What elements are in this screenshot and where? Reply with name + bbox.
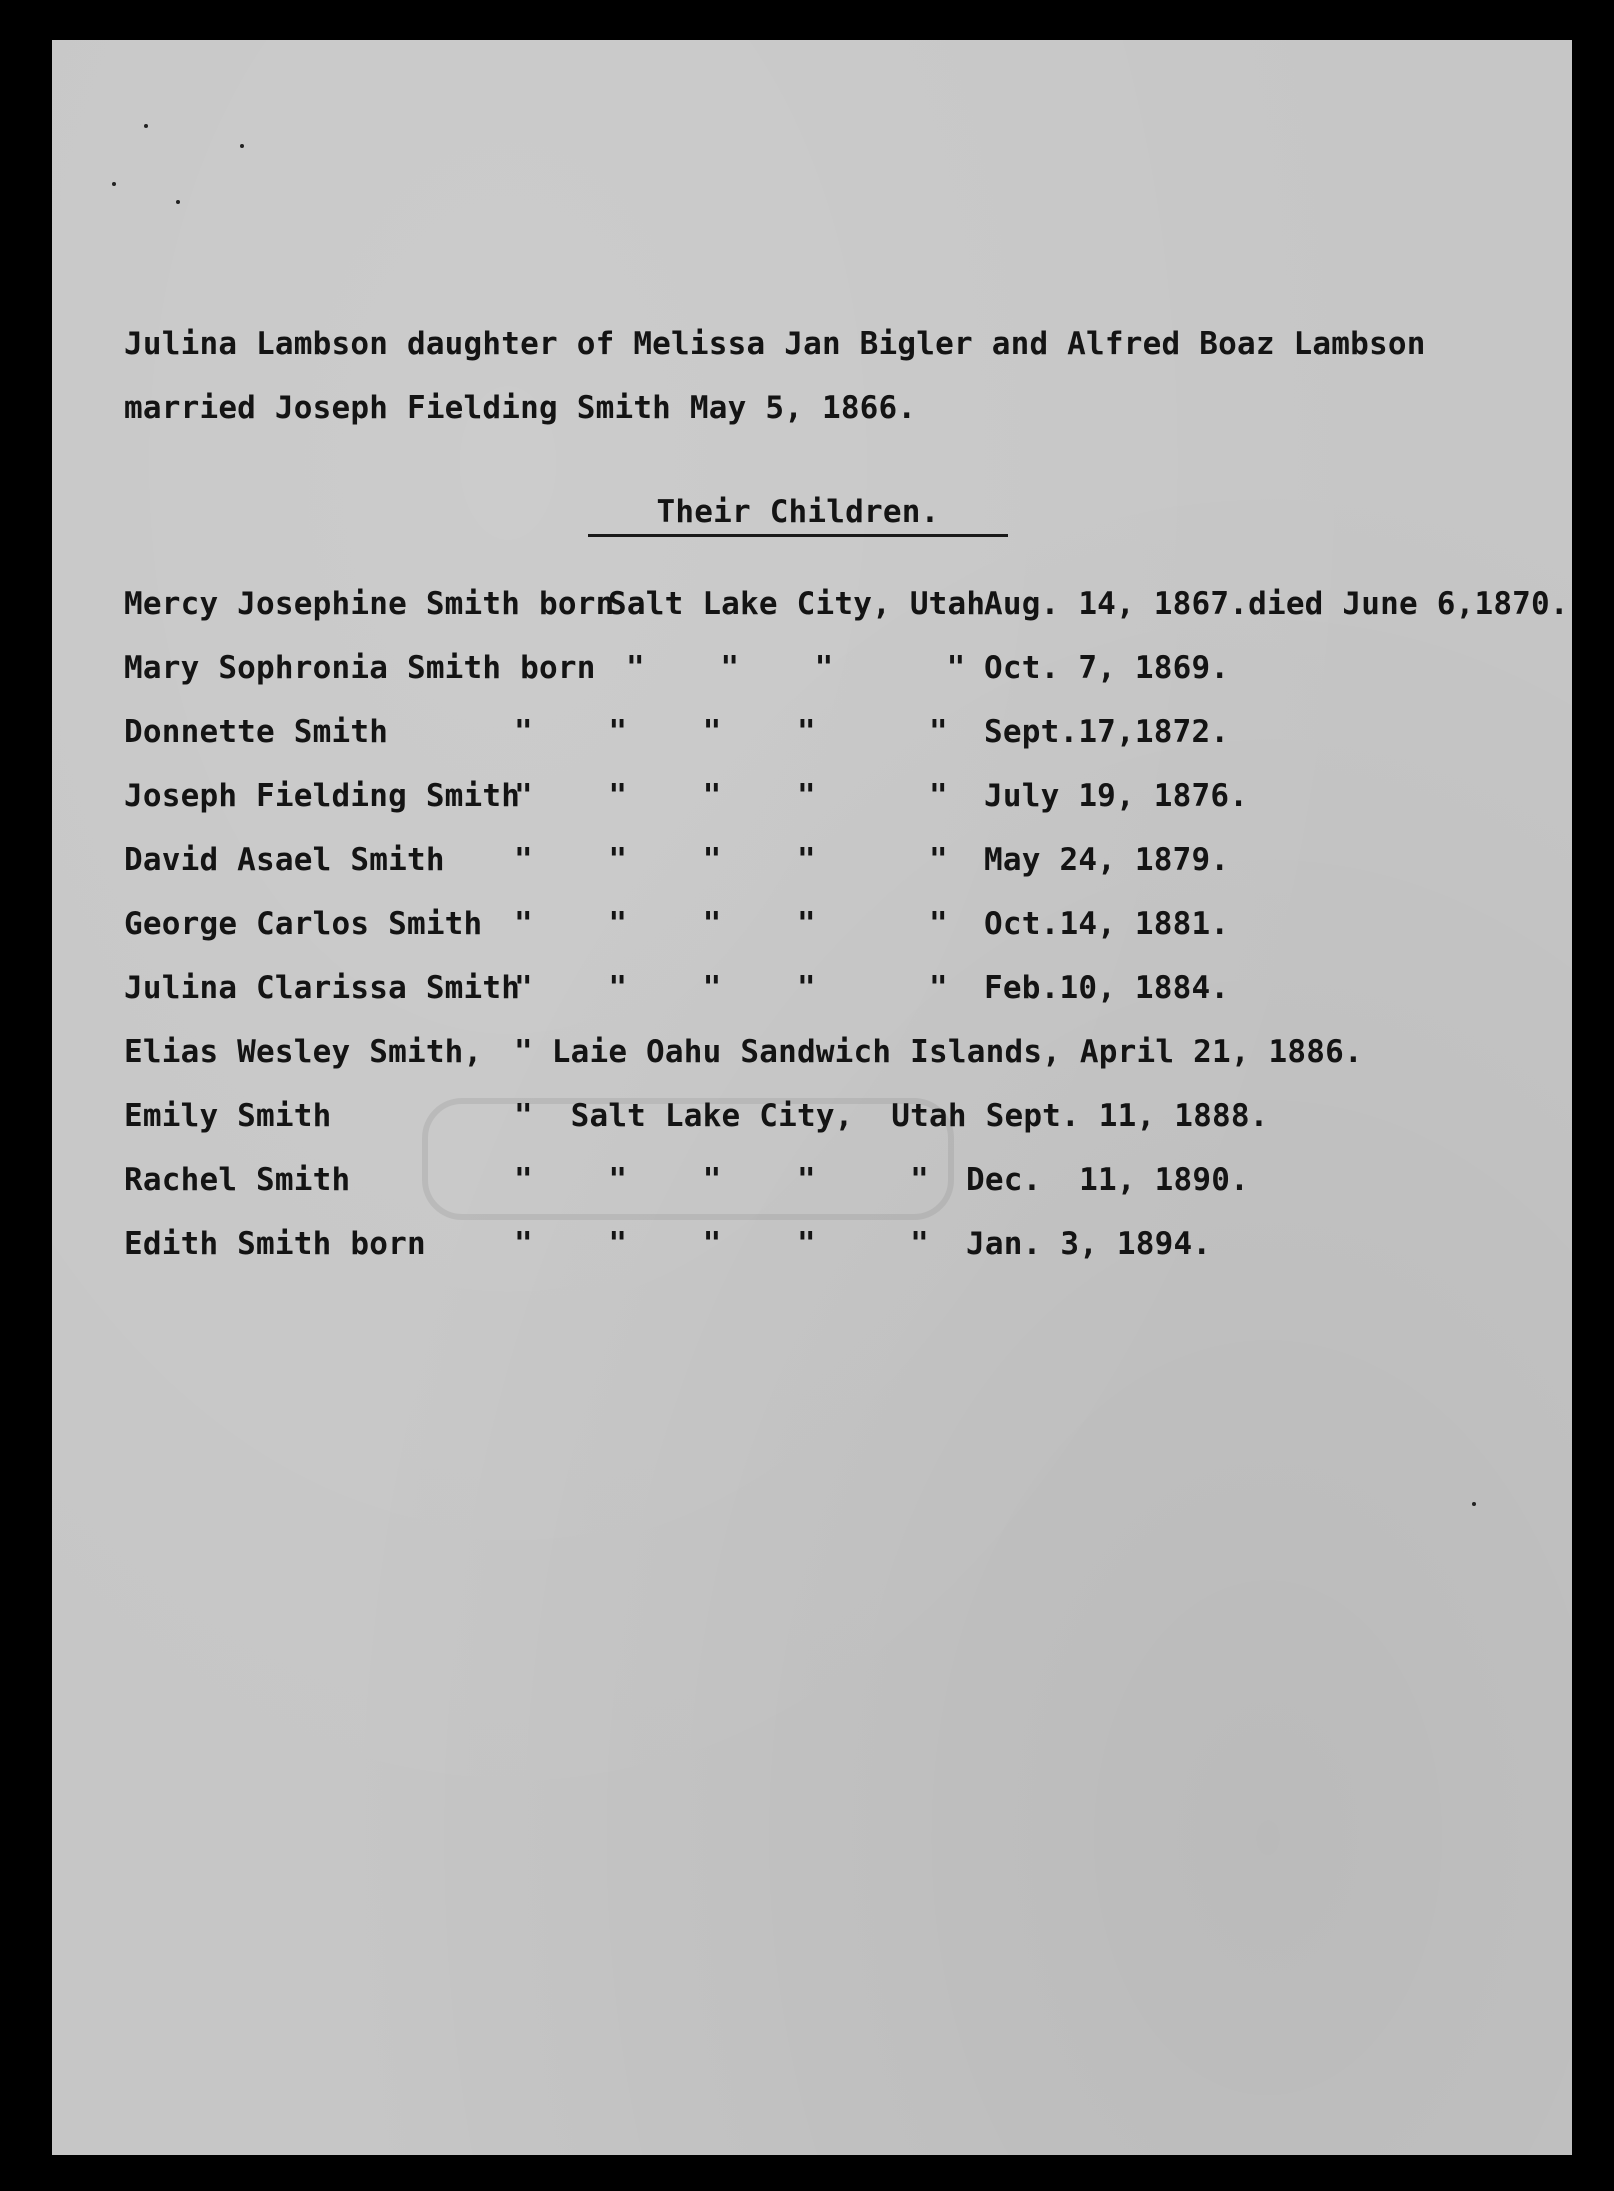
child-name: Joseph Fielding Smith — [124, 778, 521, 814]
ink-speck — [144, 124, 148, 128]
child-name: Edith Smith born — [124, 1226, 426, 1262]
ink-speck — [112, 182, 116, 186]
child-name: Donnette Smith — [124, 714, 389, 750]
ditto-marks: " " " " " — [514, 1226, 929, 1262]
intro-line-2: married Joseph Fielding Smith May 5, 1866. — [124, 390, 917, 426]
child-name: Mary Sophronia Smith born — [124, 650, 596, 686]
ink-speck — [1472, 1502, 1476, 1506]
child-name: Rachel Smith — [124, 1162, 351, 1198]
ditto-marks: " " " " " — [514, 1162, 929, 1198]
ditto-marks: " " " " — [626, 650, 966, 686]
birth-date: Feb.10, 1884. — [984, 970, 1230, 1006]
birth-place-and-date: " Laie Oahu Sandwich Islands, April 21, 1886. — [514, 1034, 1363, 1070]
birth-place: Salt Lake City, Utah — [608, 586, 986, 622]
birth-date: Oct. 7, 1869. — [984, 650, 1230, 686]
child-name: David Asael Smith — [124, 842, 445, 878]
section-heading: Their Children. — [588, 492, 1008, 537]
child-name: George Carlos Smith — [124, 906, 483, 942]
ditto-marks: " " " " " — [514, 906, 948, 942]
ditto-marks: " " " " " — [514, 970, 948, 1006]
birth-date: Oct.14, 1881. — [984, 906, 1230, 942]
birth-date: Jan. 3, 1894. — [966, 1226, 1212, 1262]
ditto-marks: " " " " " — [514, 714, 948, 750]
birth-place-and-date: " Salt Lake City, Utah Sept. 11, 1888. — [514, 1098, 1269, 1134]
child-name: Elias Wesley Smith, — [124, 1034, 483, 1070]
ink-speck — [176, 200, 180, 204]
ditto-marks: " " " " " — [514, 842, 948, 878]
ink-speck — [240, 144, 244, 148]
birth-date: Sept.17,1872. — [984, 714, 1230, 750]
intro-line-1: Julina Lambson daughter of Melissa Jan Bigler and Alfred Boaz Lambson — [124, 326, 1426, 362]
birth-date: Dec. 11, 1890. — [966, 1162, 1249, 1198]
ditto-marks: " " " " " — [514, 778, 948, 814]
child-name: Mercy Josephine Smith born — [124, 586, 615, 622]
document-page — [52, 40, 1572, 2155]
birth-date: May 24, 1879. — [984, 842, 1230, 878]
child-name: Emily Smith — [124, 1098, 332, 1134]
child-name: Julina Clarissa Smith — [124, 970, 521, 1006]
birth-date: Aug. 14, 1867.died June 6,1870. — [984, 586, 1569, 622]
birth-date: July 19, 1876. — [984, 778, 1249, 814]
